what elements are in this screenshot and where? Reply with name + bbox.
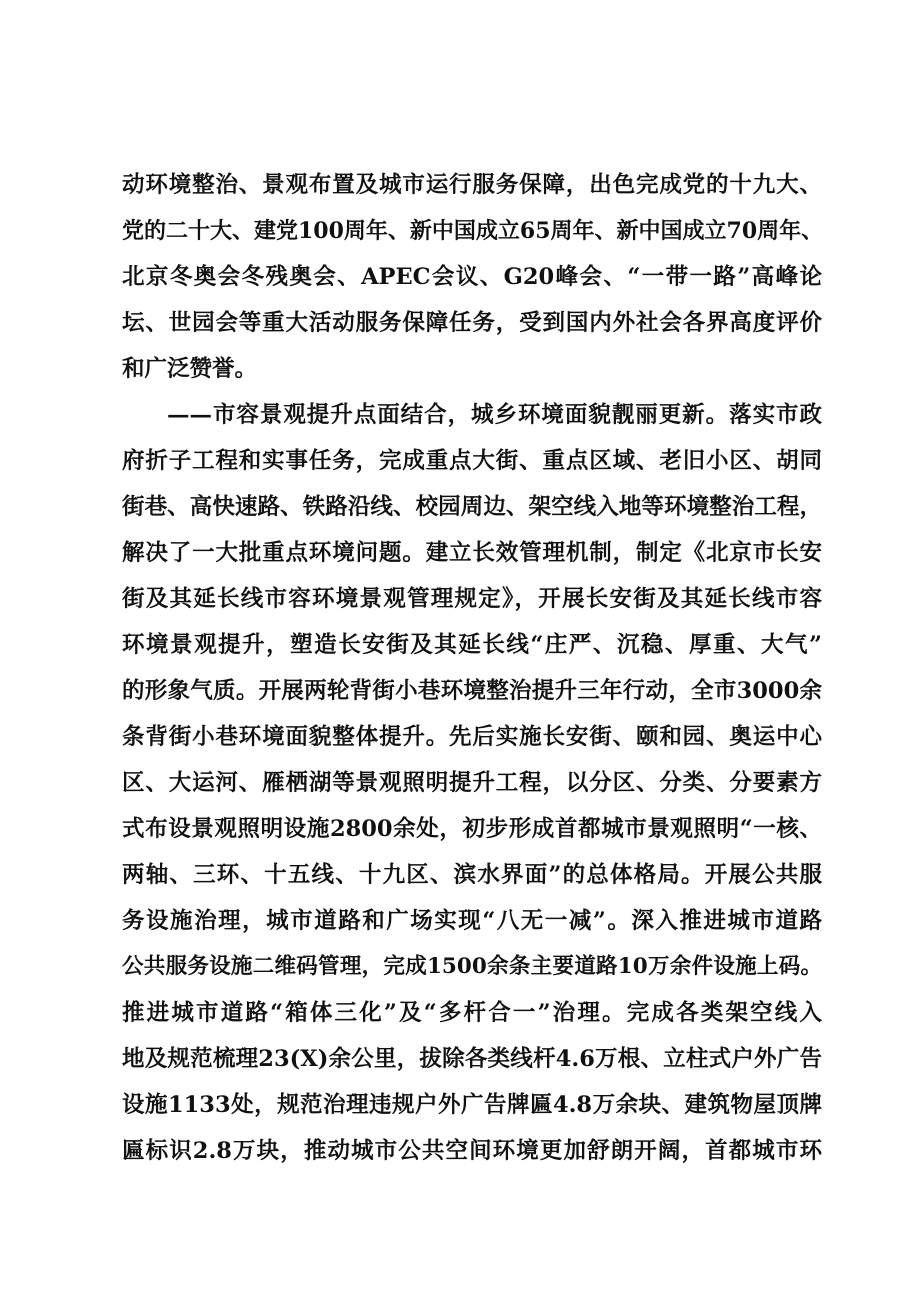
document-body bbox=[122, 162, 822, 1174]
paragraph-1-line: 党的二十大、建党100周年、新中国成立65周年、新中国成立70周年、 bbox=[122, 218, 824, 244]
paragraph-2-line: 式布设景观照明设施2800余处，初步形成首都城市景观照明“一核、 bbox=[122, 816, 822, 842]
paragraph-2-line: 推进城市道路“箱体三化”及“多杆合一”治理。完成各类架空线入 bbox=[122, 1000, 822, 1026]
paragraph-2-line: 街及其延长线市容环境景观管理规定》，开展长安街及其延长线市容 bbox=[122, 586, 822, 612]
paragraph-2-line: 设施1133处，规范治理违规户外广告牌匾4.8万余块、建筑物屋顶牌 bbox=[122, 1092, 822, 1118]
paragraph-2-line: 的形象气质。开展两轮背街小巷环境整治提升三年行动，全市3000余 bbox=[122, 678, 822, 704]
paragraph-1-line: 动环境整治、景观布置及城市运行服务保障，出色完成党的十九大、 bbox=[122, 172, 822, 198]
paragraph-2-line: 府折子工程和实事任务，完成重点大街、重点区域、老旧小区、胡同 bbox=[122, 448, 822, 474]
paragraph-2-line: 街巷、高快速路、铁路沿线、校园周边、架空线入地等环境整治工程， bbox=[122, 494, 822, 520]
paragraph-1-line: 北京冬奥会冬残奥会、APEC会议、G20峰会、“一带一路”高峰论 bbox=[122, 264, 822, 290]
paragraph-2-line: ——市容景观提升点面结合，城乡环境面貌靓丽更新。落实市政 bbox=[167, 402, 822, 428]
paragraph-1-line: 坛、世园会等重大活动服务保障任务，受到国内外社会各界高度评价 bbox=[122, 310, 822, 336]
paragraph-2-line: 解决了一大批重点环境问题。建立长效管理机制，制定《北京市长安 bbox=[122, 540, 822, 566]
paragraph-2-line: 区、大运河、雁栖湖等景观照明提升工程，以分区、分类、分要素方 bbox=[122, 770, 822, 796]
paragraph-2 bbox=[122, 392, 822, 1174]
paragraph-2-line: 务设施治理，城市道路和广场实现“八无一减”。深入推进城市道路 bbox=[122, 908, 822, 934]
paragraph-2-line: 环境景观提升，塑造长安街及其延长线“庄严、沉稳、厚重、大气” bbox=[122, 632, 822, 658]
paragraph-2-line: 匾标识2.8万块，推动城市公共空间环境更加舒朗开阔，首都城市环 bbox=[122, 1138, 822, 1164]
paragraph-2-line: 两轴、三环、十五线、十九区、滨水界面”的总体格局。开展公共服 bbox=[122, 862, 822, 888]
paragraph-2-line: 地及规范梳理23(X)余公里，拔除各类线杆4.6万根、立柱式户外广告 bbox=[122, 1046, 822, 1072]
paragraph-1 bbox=[122, 162, 822, 392]
paragraph-2-line: 条背街小巷环境面貌整体提升。先后实施长安街、颐和园、奥运中心 bbox=[122, 724, 822, 750]
paragraph-1-line: 和广泛赞誉。 bbox=[122, 356, 258, 382]
paragraph-2-line: 公共服务设施二维码管理，完成1500余条主要道路10万余件设施上码。 bbox=[122, 954, 822, 979]
